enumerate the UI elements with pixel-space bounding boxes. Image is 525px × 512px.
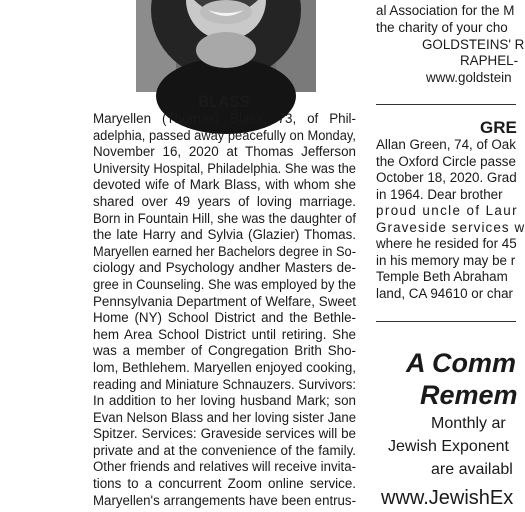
green-line: Graveside services w bbox=[376, 220, 525, 235]
green-line: proud uncle of Laur bbox=[376, 203, 518, 218]
promo-text: Monthly ar bbox=[431, 415, 506, 432]
obituary-text-line: lom, Bethlehem. Maryellen enjoyed cooking, bbox=[93, 359, 356, 375]
right-column bbox=[372, 0, 525, 512]
divider bbox=[376, 321, 516, 322]
obituary-text-line: reading and Miniature Schnauzers. Survivors: bbox=[93, 376, 356, 392]
obituary-text-line: Other friends and relatives will receive invita- bbox=[93, 459, 356, 475]
obituary-text-line: Maryellen's arrangements have been entrus- bbox=[93, 492, 357, 508]
promo-text: are availabl bbox=[431, 461, 513, 478]
obituary-text-line: ciology and Psychology andher Masters de- bbox=[93, 260, 356, 276]
promo-title: A Comm bbox=[406, 348, 517, 378]
right-top-line: al Association for the M bbox=[376, 3, 515, 18]
obituary-text-line: hem Area School District until retiring. She bbox=[93, 326, 356, 342]
obituary-photo bbox=[136, 0, 316, 92]
obituary-text-line: adelphia, passed away peacefully on Monday, bbox=[93, 127, 356, 143]
funeral-home-name-2: RAPHEL- bbox=[460, 53, 519, 68]
obituary-text-line: the late Harry and Sylvia (Glazier) Thomas. bbox=[93, 227, 356, 243]
green-line: in his memory may be r bbox=[376, 253, 516, 268]
green-line: Temple Beth Abraham bbox=[376, 269, 508, 284]
green-line: October 18, 2020. Grad bbox=[376, 170, 517, 185]
obituary-text-line: Spitzer. Services: Graveside services will be bbox=[93, 426, 356, 442]
divider bbox=[376, 104, 516, 105]
portrait-image bbox=[136, 0, 316, 92]
obituary-text-line: In addition to her loving husband Mark; son bbox=[93, 393, 356, 409]
green-line: land, CA 94610 or char bbox=[376, 286, 513, 301]
obituary-text-line: Home (NY) School District and the Bethle- bbox=[93, 310, 356, 326]
obituary-text-line: Pennsylvania Department of Welfare, Sweet bbox=[93, 293, 356, 309]
promo-title-2: Remem bbox=[420, 380, 518, 410]
right-top-line: the charity of your cho bbox=[376, 20, 508, 35]
promo-text: Jewish Exponent bbox=[388, 438, 509, 455]
obituary-text-line: University Hospital, Philadelphia. She was the bbox=[93, 160, 356, 176]
obituary-text-line: gree in Counseling. She was employed by the bbox=[93, 276, 356, 292]
obituary-heading-blass: BLASS bbox=[198, 92, 250, 111]
funeral-home-url: www.goldstein bbox=[426, 70, 512, 85]
obituary-text-line: devoted wife of Mark Blass, with whom she bbox=[93, 177, 356, 193]
obituary-text-line: was a member of Congregation Brith Sho- bbox=[93, 343, 356, 359]
obituary-text-line: November 16, 2020 at Thomas Jefferson bbox=[93, 144, 356, 160]
green-line: Allan Green, 74, of Oak bbox=[376, 137, 516, 152]
green-line: where he resided for 45 bbox=[376, 236, 517, 251]
obituary-heading-green: GRE bbox=[480, 118, 517, 137]
promo-url-link[interactable]: www.JewishEx bbox=[381, 487, 514, 509]
obituary-text-line: shared over 49 years of loving marriage. bbox=[93, 193, 356, 209]
obituary-text-line: private and at the convenience of the family. bbox=[93, 442, 356, 458]
obituary-text-line: Maryellen (Thomas) Blass, 73, of Phil- bbox=[93, 111, 356, 126]
green-line: in 1964. Dear brother bbox=[376, 187, 503, 202]
obituary-text-line: Born in Fountain Hill, she was the daughter of bbox=[93, 210, 356, 226]
funeral-home-name: GOLDSTEINS' R bbox=[422, 37, 525, 52]
obituary-text-line: tions to a concurrent Zoom online service. bbox=[93, 476, 356, 492]
obituary-text-line: Maryellen earned her Bachelors degree in So- bbox=[93, 243, 356, 259]
obituary-text-line: Evan Nelson Blass and her loving sister Jane bbox=[93, 409, 357, 425]
green-line: the Oxford Circle passe bbox=[376, 154, 516, 169]
obituary-body-blass bbox=[93, 111, 356, 509]
